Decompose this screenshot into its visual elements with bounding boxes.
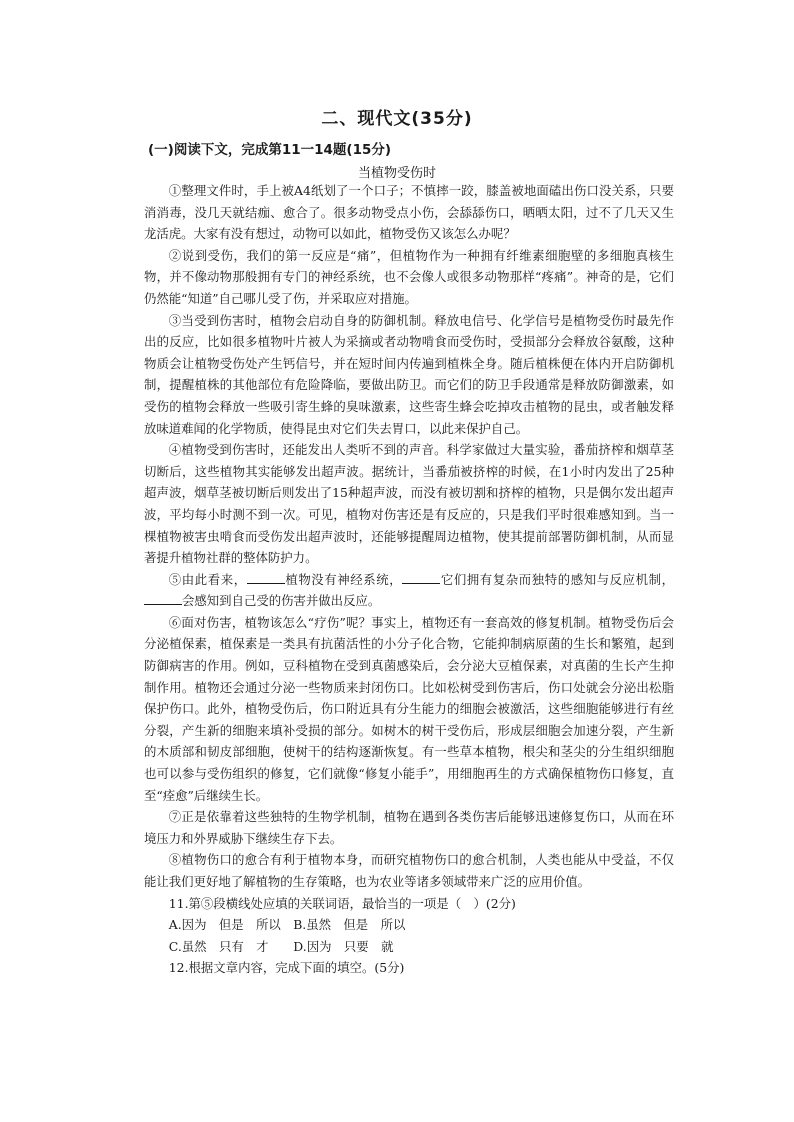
fill-blank-3[interactable] xyxy=(144,592,182,605)
fill-blank-2[interactable] xyxy=(402,571,440,584)
paragraph-5 xyxy=(144,569,674,612)
paragraph-5-part3: 它们拥有复杂而独特的感知与反应机制， xyxy=(440,571,675,587)
question-11: 11.第⑤段横线处应填的关联词语，最恰当的一项是（ ）(2分) xyxy=(168,895,516,911)
article-title: 当植物受伤时 xyxy=(357,166,436,181)
paragraph-4: ④植物受到伤害时，还能发出人类听不到的声音。科学家做过大量实验，番茄挤榨和烟草茎切断后，这些植物其实能够发出超声波。据统计，当番茄被挤榨的时候，在1小时内发出了25种超声波，烟草茎被切断后则发出了15种超声波，而没有被切割和挤榨的植物，只是偶尔发出超声波，平均每小时测不到一次。可见，植物对伤害还是有反应的，只是我们平时很难感知到。当一棵植物被害虫啃食而受伤发出超声波时，还能够提醒周边植物，使其提前部署防御机制，从而显著提升植物社群的整体防护力。 xyxy=(144,442,674,566)
paragraph-5-part1: ⑤由此看来， xyxy=(168,571,247,587)
paragraph-5-part2: 植物没有神经系统， xyxy=(284,571,403,587)
question-12: 12.根据文章内容，完成下面的填空。(5分) xyxy=(168,960,405,976)
question-11-options-row2: C.虽然 只有 才 D.因为 只要 就 xyxy=(168,938,394,954)
paragraph-3: ③当受到伤害时，植物会启动自身的防御机制。释放电信号、化学信号是植物受伤时最先作出的反应，比如很多植物叶片被人为采摘或者动物啃食而受伤时，受损部分会释放谷氨酸，这种物质会让植物受伤处产生钙信号，并在短时间内传遍到植株全身。随后植株便在体内开启防御机制，提醒植株的其他部位有危险降临，要做出防卫。而它们的防卫手段通常是释放防御激素，如受伤的植物会释放一些吸引寄生蜂的臭味激素，这些寄生蜂会吃掉攻击植物的昆虫，或者触发释放味道难闻的化学物质，使得昆虫对它们失去胃口，以此来保护自己。 xyxy=(144,312,674,436)
question-11-options-row1: A.因为 但是 所以 B.虽然 但是 所以 xyxy=(168,917,406,933)
fill-blank-1[interactable] xyxy=(247,571,285,584)
section-title: 二、现代文(35分) xyxy=(321,109,473,129)
paragraph-6: ⑥面对伤害，植物该怎么“疗伤”呢？事实上，植物还有一套高效的修复机制。植物受伤后会分泌植保素，植保素是一类具有抗菌活性的小分子化合物，它能抑制病原菌的生长和繁殖，起到防御病害的作用。例如，豆科植物在受到真菌感染后，会分泌大豆植保素，对真菌的生长产生抑制作用。植物还会通过分泌一些物质来封闭伤口。比如松树受到伤害后，伤口处就会分泌出松脂保护伤口。此外，植物受伤后，伤口附近具有分生能力的细胞会被激活，这些细胞能够进行有丝分裂，产生新的细胞来填补受损的部分。如树木的树干受伤后，形成层细胞会加速分裂，产生新的木质部和韧皮部细胞，使树干的结构逐渐恢复。有一些草本植物，根尖和茎尖的分生组织细胞也可以参与受伤组织的修复，它们就像“修复小能手”，用细胞再生的方式确保植物伤口修复，直至“痊愈”后继续生长。 xyxy=(144,614,674,803)
article-body xyxy=(144,180,674,979)
reading-instruction: (一)阅读下文，完成第11一14题(15分) xyxy=(148,142,392,158)
paragraph-7: ⑦正是依靠着这些独特的生物学机制，植物在遇到各类伤害后能够迅速修复伤口，从而在环境压力和外界威胁下继续生存下去。 xyxy=(144,809,674,846)
paragraph-1: ①整理文件时，手上被A4纸划了一个口子；不慎摔一跤，膝盖被地面磕出伤口没关系，只要消消毒，没几天就结痂、愈合了。很多动物受点小伤，会舔舔伤口，晒晒太阳，过不了几天又生龙活虎。大家有没有想过，动物可以如此，植物受伤又该怎么办呢？ xyxy=(144,183,674,242)
paragraph-5-part4: 会感知到自己受的伤害并做出反应。 xyxy=(182,593,381,609)
paragraph-8: ⑧植物伤口的愈合有利于植物本身，而研究植物伤口的愈合机制，人类也能从中受益，不仅能让我们更好地了解植物的生存策略，也为农业等诸多领域带来广泛的应用价值。 xyxy=(144,852,674,889)
paragraph-2: ②说到受伤，我们的第一反应是“痛”，但植物作为一种拥有纤维素细胞壁的多细胞真核生物，并不像动物那般拥有专门的神经系统，也不会像人或很多动物那样“疼痛”。神奇的是，它们仍然能“知道”自己哪儿受了伤，并采取应对措施。 xyxy=(144,247,674,306)
